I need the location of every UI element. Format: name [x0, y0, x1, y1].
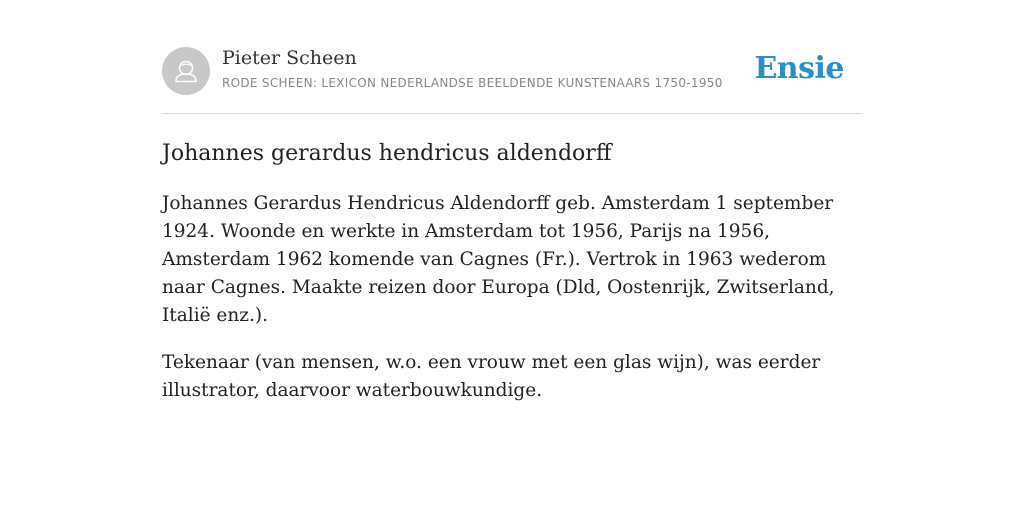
author-name[interactable]: Pieter Scheen: [222, 47, 357, 69]
entry-paragraph: Tekenaar (van mensen, w.o. een vrouw met een glas wijn), was eerder illustrator, daarvoor waterbouwkundige.: [162, 352, 821, 401]
ensie-logo[interactable]: Ensie: [754, 51, 844, 86]
entry-header: [162, 47, 862, 114]
source-title[interactable]: RODE SCHEEN: LEXICON NEDERLANDSE BEELDENDE KUNSTENAARS 1750-1950: [222, 76, 723, 90]
entry-paragraph: Johannes Gerardus Hendricus Aldendorff geb. Amsterdam 1 september 1924. Woonde en werkte in Amsterdam tot 1956, Parijs na 1956, Amsterdam 1962 komende van Cagnes (Fr.). Vertrok in 1963 wederom naar Cagnes. Maakte reizen door Europa (Dld, Oostenrijk, Zwitserland, Italië enz.).: [162, 193, 835, 326]
entry-title: Johannes gerardus hendricus aldendorff: [162, 141, 612, 166]
entry-body: [162, 190, 862, 405]
author-avatar[interactable]: [162, 47, 210, 95]
entry-page: [162, 47, 862, 405]
user-icon: [162, 47, 210, 95]
